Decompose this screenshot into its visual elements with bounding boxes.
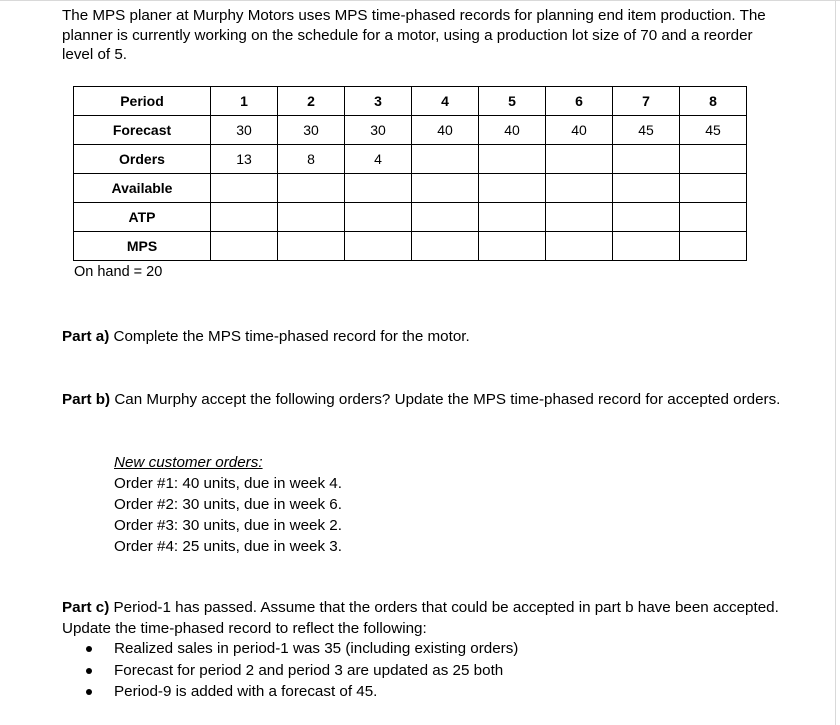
- period-cell: 5: [479, 87, 546, 116]
- order-item: Order #1: 40 units, due in week 4.: [114, 475, 342, 492]
- table-cell: [546, 174, 613, 203]
- table-cell: [278, 174, 345, 203]
- table-cell: 30: [278, 116, 345, 145]
- period-cell: 1: [211, 87, 278, 116]
- table-cell: [680, 145, 747, 174]
- top-border: [0, 0, 840, 1]
- bullet-icon: [86, 668, 92, 674]
- part-c-bullets: [86, 638, 518, 703]
- table-cell: [546, 232, 613, 261]
- bullet-text: Realized sales in period-1 was 35 (including existing orders): [114, 640, 519, 657]
- table-cell: 40: [546, 116, 613, 145]
- table-cell: [680, 174, 747, 203]
- table-cell: [345, 232, 412, 261]
- table-cell: [278, 203, 345, 232]
- part-b-label: Part b): [62, 391, 111, 408]
- list-item: [86, 681, 518, 703]
- table-cell: [412, 203, 479, 232]
- table-cell: [412, 174, 479, 203]
- table-cell: 30: [345, 116, 412, 145]
- new-orders-heading: New customer orders:: [114, 454, 263, 471]
- table-cell: [345, 174, 412, 203]
- table-row-available: [74, 174, 747, 203]
- row-label: ATP: [74, 203, 211, 232]
- part-b-text: Can Murphy accept the following orders? Update the MPS time-phased record for accepted orders.: [110, 391, 781, 408]
- intro-paragraph: The MPS planer at Murphy Motors uses MPS time-phased records for planning end item production. The planner is currently working on the schedule for a motor, using a production lot size of 70 and a reorder level of 5.: [62, 7, 766, 63]
- table-cell: 45: [680, 116, 747, 145]
- table-cell: 4: [345, 145, 412, 174]
- mps-table: [73, 86, 747, 261]
- table-cell: [345, 203, 412, 232]
- table-cell: [546, 203, 613, 232]
- part-a: [62, 326, 782, 347]
- period-cell: 7: [613, 87, 680, 116]
- on-hand-label: On hand = 20: [74, 264, 163, 280]
- row-label: Forecast: [74, 116, 211, 145]
- table-cell: 40: [412, 116, 479, 145]
- table-row-orders: [74, 145, 747, 174]
- table-cell: [613, 203, 680, 232]
- table-cell: [479, 232, 546, 261]
- table-row-atp: [74, 203, 747, 232]
- order-item: Order #3: 30 units, due in week 2.: [114, 517, 342, 534]
- part-b: [62, 389, 782, 410]
- table-row-forecast: [74, 116, 747, 145]
- table-cell: [479, 145, 546, 174]
- table-cell: [278, 232, 345, 261]
- period-cell: 8: [680, 87, 747, 116]
- period-cell: 2: [278, 87, 345, 116]
- period-cell: 3: [345, 87, 412, 116]
- table-header-row: [74, 87, 747, 116]
- list-item: [86, 638, 518, 660]
- part-a-label: Part a): [62, 328, 110, 345]
- table-row-mps: [74, 232, 747, 261]
- table-cell: 8: [278, 145, 345, 174]
- part-c-label: Part c): [62, 599, 110, 616]
- table-cell: [546, 145, 613, 174]
- period-cell: 4: [412, 87, 479, 116]
- table-cell: 40: [479, 116, 546, 145]
- row-label: Orders: [74, 145, 211, 174]
- table-cell: [680, 203, 747, 232]
- table-cell: [211, 232, 278, 261]
- table-cell: 45: [613, 116, 680, 145]
- new-orders-block: [114, 452, 342, 557]
- row-label: Available: [74, 174, 211, 203]
- table-cell: 13: [211, 145, 278, 174]
- bullet-text: Period-9 is added with a forecast of 45.: [114, 683, 378, 700]
- bullet-icon: [86, 689, 92, 695]
- period-cell: 6: [546, 87, 613, 116]
- part-c: [62, 597, 782, 639]
- table-cell: [479, 203, 546, 232]
- bullet-text: Forecast for period 2 and period 3 are updated as 25 both: [114, 661, 504, 679]
- table-cell: [211, 174, 278, 203]
- table-cell: [613, 232, 680, 261]
- table-cell: [613, 174, 680, 203]
- row-label: MPS: [74, 232, 211, 261]
- row-label: Period: [74, 87, 211, 116]
- table-cell: [680, 232, 747, 261]
- part-a-text: Complete the MPS time-phased record for the motor.: [109, 328, 470, 345]
- part-c-text: Period-1 has passed. Assume that the orders that could be accepted in part b have been accepted. Update the time-phased record to reflect the following:: [62, 599, 779, 637]
- table-cell: [613, 145, 680, 174]
- list-item: [86, 660, 518, 682]
- order-item: Order #2: 30 units, due in week 6.: [114, 496, 342, 513]
- table-cell: 30: [211, 116, 278, 145]
- bullet-icon: [86, 646, 92, 652]
- table-cell: [412, 145, 479, 174]
- order-item: Order #4: 25 units, due in week 3.: [114, 538, 342, 555]
- table-cell: [479, 174, 546, 203]
- table-cell: [412, 232, 479, 261]
- table-cell: [211, 203, 278, 232]
- right-border: [835, 0, 836, 725]
